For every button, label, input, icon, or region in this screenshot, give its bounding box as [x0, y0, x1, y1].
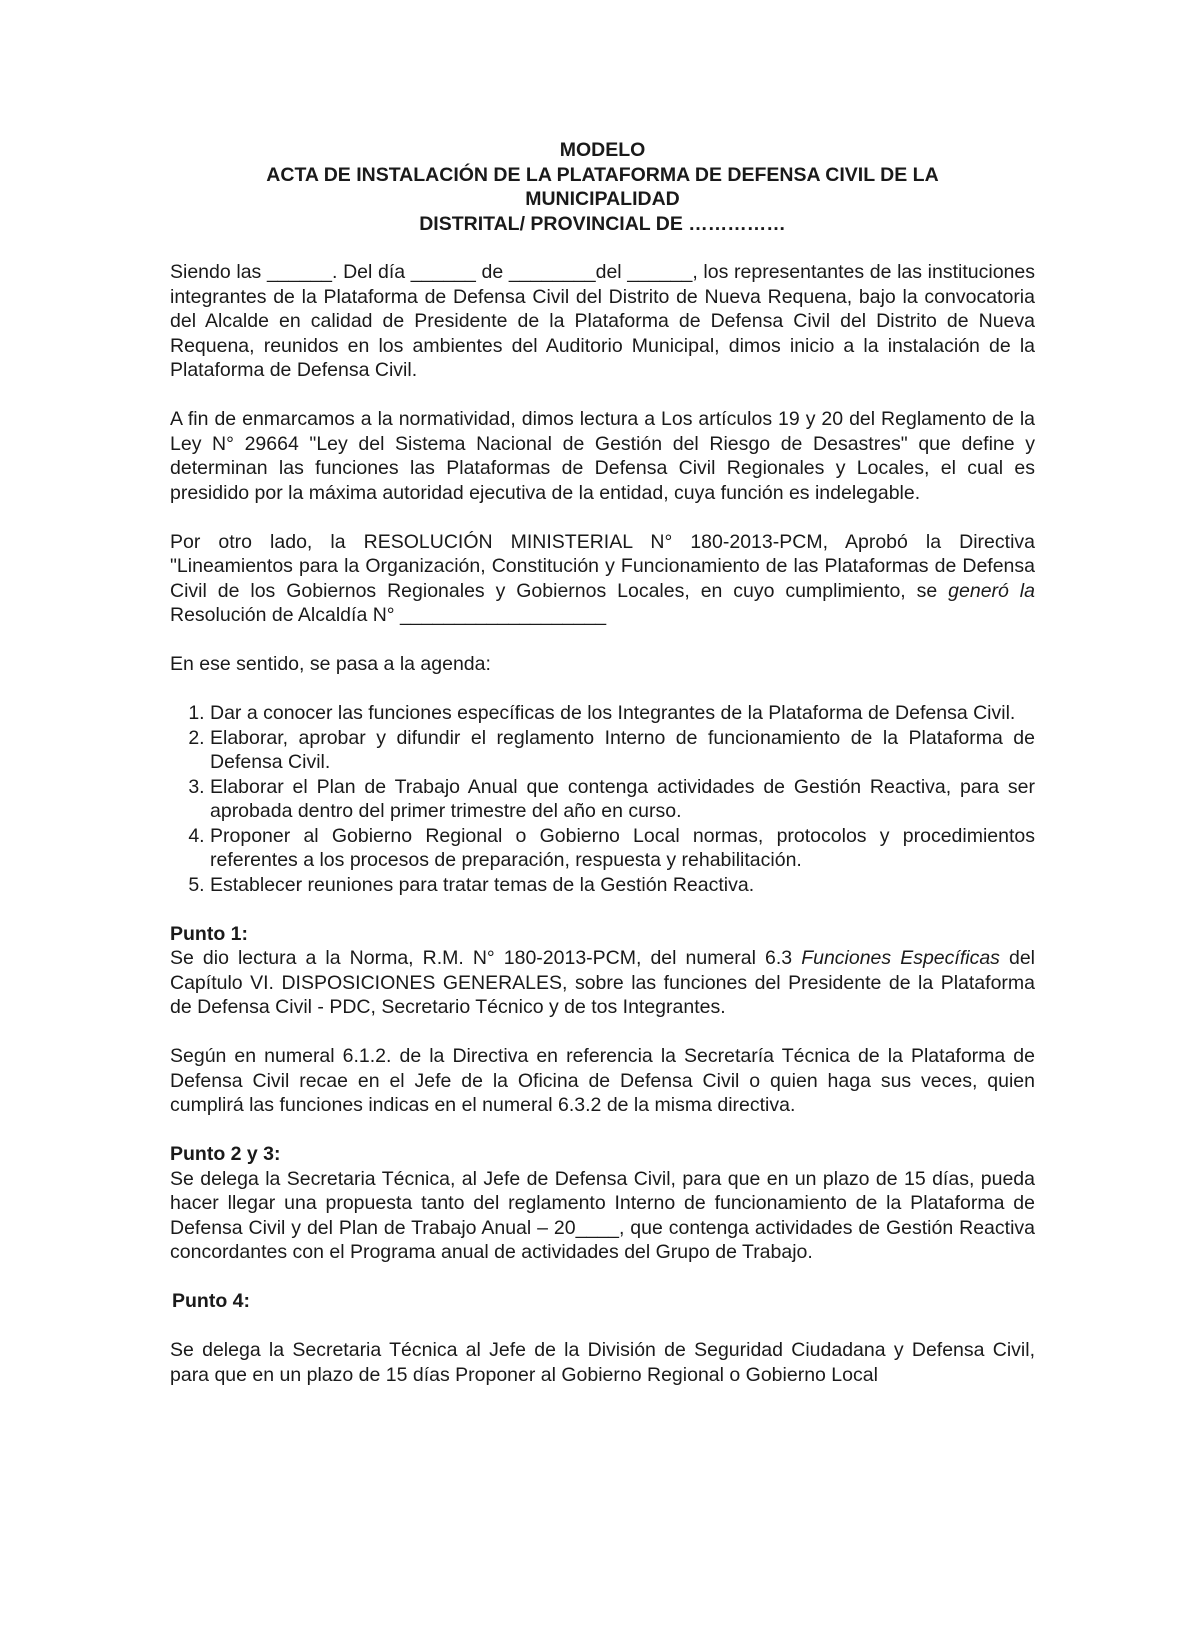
resolution-italic: generó la	[948, 579, 1035, 602]
agenda-item: 1. Dar a conocer las funciones específicas de los Integrantes de la Plataforma de Defensa Civil.	[210, 701, 1035, 726]
punto-1-italic: Funciones Específicas	[801, 947, 1000, 969]
agenda-item: 4. Proponer al Gobierno Regional o Gobierno Local normas, protocolos y procedimientos referentes a los procesos de preparación, respuesta y rehabilitación.	[210, 824, 1035, 873]
spacer	[170, 1314, 1035, 1339]
title-line-4: DISTRITAL/ PROVINCIAL DE ……………	[419, 212, 786, 235]
punto-1-text-a: Se dio lectura a la Norma, R.M. N° 180-2013-PCM, del numeral 6.3	[170, 947, 802, 969]
punto-1-text-b: del Capítulo VI. DISPOSICIONES GENERALES, sobre las funciones del Presidente de la Plataforma de Defensa Civil - PDC, Secretario Técnico y de tos Integrantes.	[170, 947, 1035, 1018]
document-page	[170, 138, 1035, 1412]
agenda-item: 2. Elaborar, aprobar y difundir el reglamento Interno de funcionamiento de la Plataforma de Defensa Civil.	[210, 726, 1035, 775]
document-title	[170, 138, 1035, 236]
punto-2-3-paragraph: Se delega la Secretaria Técnica, al Jefe de Defensa Civil, para que en un plazo de 15 días, pueda hacer llegar una propuesta tanto del reglamento Interno de funcionamiento de la Plataforma de Defensa Civil y del Plan de Trabajo Anual – 20____, que contenga actividades de Gestión Reactiva concordantes con el Programa anual de actividades del Grupo de Trabajo.	[170, 1167, 1035, 1263]
resolution-text-a: Por otro lado, la RESOLUCIÓN MINISTERIAL N° 180-2013-PCM, Aprobó la Directiva "Lineamientos para la Organización, Constitución y Funcionamiento de las Plataformas de Defensa Civil de los Gobiernos Regionales y Gobiernos Locales, en cuyo cumplimiento, se	[170, 530, 1035, 602]
agenda-lead: En ese sentido, se pasa a la agenda:	[170, 653, 491, 675]
punto-2-3-heading: Punto 2 y 3:	[170, 1143, 281, 1165]
resolution-text-b: Resolución de Alcaldía N° ___________________	[170, 604, 607, 626]
agenda-item: 5. Establecer reuniones para tratar temas de la Gestión Reactiva.	[210, 873, 1035, 898]
agenda-list	[170, 701, 1035, 897]
punto-4-paragraph: Se delega la Secretaria Técnica al Jefe de la División de Seguridad Ciudadana y Defensa Civil, para que en un plazo de 15 días Proponer al Gobierno Regional o Gobierno Local	[170, 1339, 1035, 1386]
intro-paragraph: Siendo las ______. Del día ______ de ________del ______, los representantes de las instituciones integrantes de la Plataforma de Defensa Civil del Distrito de Nueva Requena, bajo la convocatoria del Alcalde en calidad de Presidente de la Plataforma de Defensa Civil del Distrito de Nueva Requena, reunidos en los ambientes del Auditorio Municipal, dimos inicio a la instalación de la Plataforma de Defensa Civil.	[170, 261, 1035, 381]
punto-4-heading: Punto 4:	[172, 1290, 250, 1312]
punto-1-paragraph	[170, 946, 1035, 1020]
agenda-item: 3. Elaborar el Plan de Trabajo Anual que contenga actividades de Gestión Reactiva, para ser aprobada dentro del primer trimestre del año en curso.	[210, 775, 1035, 824]
punto-1-heading: Punto 1:	[170, 922, 248, 945]
resolution-paragraph	[170, 530, 1035, 628]
title-line-1: MODELO	[559, 139, 646, 161]
normativity-paragraph: A fin de enmarcamos a la normatividad, dimos lectura a Los artículos 19 y 20 del Reglamento de la Ley N° 29664 "Ley del Sistema Nacional de Gestión del Riesgo de Desastres" que define y determinan las funciones las Plataformas de Defensa Civil Regionales y Locales, el cual es presidido por la máxima autoridad ejecutiva de la entidad, cuya función es indelegable.	[170, 408, 1035, 504]
title-line-3: MUNICIPALIDAD	[525, 188, 680, 210]
title-line-2: ACTA DE INSTALACIÓN DE LA PLATAFORMA DE DEFENSA CIVIL DE LA	[266, 163, 939, 186]
punto-1-secretaria-paragraph: Según en numeral 6.1.2. de la Directiva en referencia la Secretaría Técnica de la Plataforma de Defensa Civil recae en el Jefe de la Oficina de Defensa Civil o quien haga sus veces, quien cumplirá las funciones indicas en el numeral 6.3.2 de la misma directiva.	[170, 1045, 1035, 1116]
